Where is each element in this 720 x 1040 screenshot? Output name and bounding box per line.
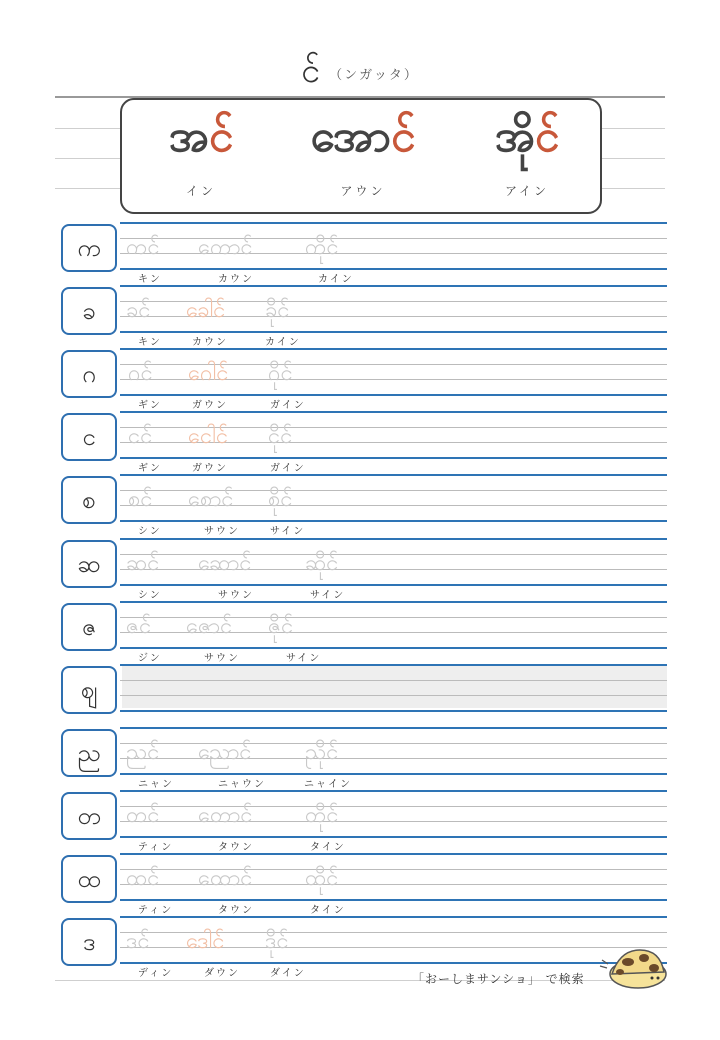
trace-word[interactable]: ဒင် — [126, 929, 150, 954]
example-kana: アウン — [340, 184, 386, 198]
reading-kana: カウン — [218, 274, 254, 285]
reading-kana: タウン — [218, 842, 254, 853]
example-word — [288, 106, 438, 198]
trace-word[interactable]: ညင် — [126, 740, 160, 765]
practice-row — [0, 536, 720, 599]
reading-kana: タウン — [218, 905, 254, 916]
reading-kana: ガイン — [270, 463, 306, 474]
trace-word[interactable]: ငိုင် — [268, 424, 293, 449]
example-prefix: အ — [168, 111, 209, 162]
reading-kana: キン — [138, 337, 162, 348]
trace-word[interactable]: ခိုင် — [265, 298, 290, 323]
trace-word[interactable]: ဂင် — [128, 361, 153, 386]
trace-word[interactable]: ကောင် — [198, 235, 253, 260]
consonant-card: ည — [61, 729, 117, 777]
reading-kana: サイン — [270, 526, 306, 537]
example-suffix: င် — [391, 111, 416, 162]
reading-kana: ギン — [138, 400, 162, 411]
reading-kana: サウン — [204, 526, 240, 537]
practice-row — [0, 472, 720, 535]
practice-row — [0, 220, 720, 283]
reading-kana: シン — [138, 590, 162, 601]
consonant-card: စ — [61, 476, 117, 524]
trace-word[interactable]: ခင် — [126, 298, 151, 323]
trace-word[interactable]: ဒိုင် — [265, 929, 289, 954]
reading-kana: タイン — [310, 842, 346, 853]
reading-kana: ガウン — [192, 400, 228, 411]
reading-kana: シン — [138, 526, 162, 537]
consonant-card: တ — [61, 792, 117, 840]
consonant-card: ထ — [61, 855, 117, 903]
example-kana: アイン — [505, 184, 549, 198]
practice-row — [0, 851, 720, 914]
reading-kana: ガイン — [270, 400, 306, 411]
reading-kana: タイン — [310, 905, 346, 916]
practice-row — [0, 283, 720, 346]
example-suffix: င် — [534, 111, 560, 162]
trace-word[interactable]: ငေါင် — [188, 424, 229, 449]
trace-word[interactable]: ဆိုင် — [305, 551, 339, 576]
blank-practice-area[interactable] — [122, 664, 667, 708]
example-prefix: အို — [494, 111, 535, 162]
practice-row-blank — [0, 662, 720, 725]
reading-kana: ニャン — [138, 779, 174, 790]
search-hint: 「おーしまサンショ」 で検索 — [412, 972, 585, 986]
trace-word[interactable]: ဆောင် — [198, 551, 252, 576]
reading-kana: ダイン — [270, 968, 306, 979]
consonant-card: က — [61, 224, 117, 272]
example-prefix: အော — [310, 111, 392, 162]
trace-word[interactable]: စိုင် — [268, 487, 293, 512]
example-suffix: င် — [208, 111, 234, 162]
reading-kana: サウン — [204, 653, 240, 664]
trace-word[interactable]: တောင် — [198, 803, 253, 828]
consonant-card: ဒ — [61, 918, 117, 966]
title-reading: （ンガッタ） — [329, 68, 419, 83]
consonant-card: ဇ — [61, 603, 117, 651]
consonant-card: ဈ — [61, 666, 117, 714]
trace-word[interactable]: စောင် — [188, 487, 234, 512]
trace-word[interactable]: စင် — [128, 487, 153, 512]
reading-kana: ディン — [138, 968, 174, 979]
reading-kana: ガウン — [192, 463, 228, 474]
trace-word[interactable]: ဆင် — [126, 551, 160, 576]
trace-word[interactable]: ဇင် — [126, 614, 152, 639]
trace-word[interactable]: တင် — [126, 803, 160, 828]
trace-word[interactable]: ညိုင် — [305, 740, 339, 765]
practice-row — [0, 409, 720, 472]
title-glyph: င် — [301, 51, 320, 91]
reading-kana: ジン — [138, 653, 162, 664]
reading-kana: ティン — [138, 905, 174, 916]
consonant-card: ဂ — [61, 350, 117, 398]
trace-word[interactable]: ဇောင် — [186, 614, 233, 639]
reading-kana: カイン — [265, 337, 301, 348]
page-title — [0, 48, 720, 99]
reading-kana: サイン — [310, 590, 346, 601]
turtle-mascot-icon — [598, 944, 670, 990]
trace-word[interactable]: ငင် — [128, 424, 153, 449]
trace-word[interactable]: ကိုင် — [305, 235, 339, 260]
practice-row — [0, 788, 720, 851]
practice-row — [0, 346, 720, 409]
example-kana: イン — [185, 184, 216, 198]
reading-kana: ティン — [138, 842, 174, 853]
consonant-card: ခ — [61, 287, 117, 335]
reading-kana: サイン — [286, 653, 322, 664]
trace-word[interactable]: ဇိုင် — [268, 614, 294, 639]
reading-kana: サウン — [218, 590, 254, 601]
trace-word[interactable]: ကင် — [126, 235, 160, 260]
trace-word[interactable]: ထင် — [126, 866, 160, 891]
example-box — [120, 98, 602, 214]
trace-word[interactable]: ဂိုင် — [268, 361, 293, 386]
trace-word[interactable]: ဒေါင် — [186, 929, 225, 954]
trace-word[interactable]: ဂေါင် — [188, 361, 229, 386]
reading-kana: ニャイン — [304, 779, 352, 790]
reading-kana: ダウン — [204, 968, 240, 979]
reading-kana: ニャウン — [218, 779, 266, 790]
trace-word[interactable]: ခေါင် — [186, 298, 226, 323]
example-word — [452, 106, 602, 198]
consonant-card: ဆ — [61, 540, 117, 588]
example-word — [126, 106, 276, 198]
reading-kana: ギン — [138, 463, 162, 474]
reading-kana: カウン — [192, 337, 228, 348]
reading-kana: カイン — [318, 274, 354, 285]
consonant-card: င — [61, 413, 117, 461]
trace-word[interactable]: ထိုင် — [305, 866, 339, 891]
reading-kana: キン — [138, 274, 162, 285]
trace-word[interactable]: တိုင် — [305, 803, 339, 828]
practice-row — [0, 599, 720, 662]
trace-word[interactable]: ညောင် — [198, 740, 252, 765]
trace-word[interactable]: ထောင် — [198, 866, 253, 891]
practice-row — [0, 725, 720, 788]
